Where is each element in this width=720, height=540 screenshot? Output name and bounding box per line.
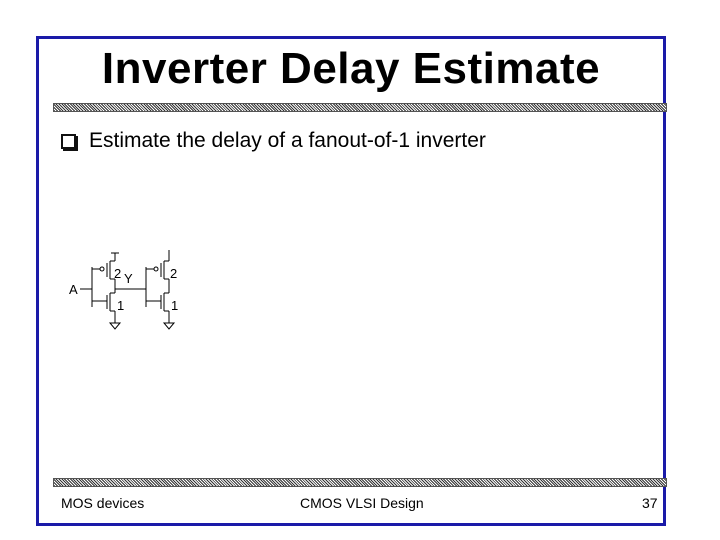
load-pmos-width: 2: [170, 266, 178, 281]
driver-nmos-width: 1: [117, 298, 125, 313]
bullet-item: [61, 127, 486, 155]
page-number: 37: [642, 495, 658, 511]
footer-course-title: CMOS VLSI Design: [300, 495, 424, 511]
bullet-text: Estimate the delay of a fanout-of-1 inverter: [89, 129, 486, 152]
driver-pmos-width: 2: [114, 266, 122, 281]
load-nmos-width: 1: [171, 298, 179, 313]
inverter-schematic: [60, 245, 200, 340]
square-bullet-icon: [61, 134, 76, 149]
output-label-y: Y: [124, 271, 133, 286]
footer-divider: [53, 478, 667, 487]
footer-section-label: MOS devices: [61, 495, 145, 511]
slide-title: Inverter Delay Estimate: [101, 44, 601, 93]
title-divider: [53, 103, 667, 112]
input-label-a: A: [69, 282, 78, 297]
